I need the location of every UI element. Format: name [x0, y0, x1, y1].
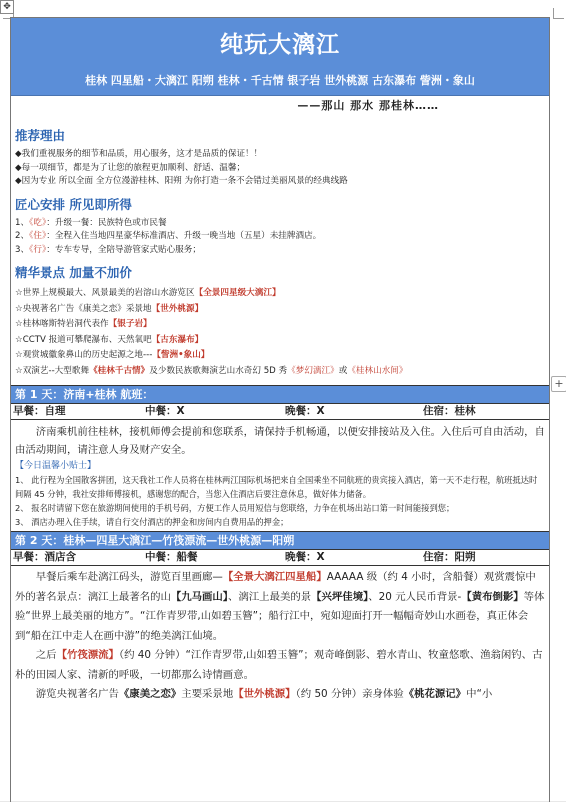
doc-title: 纯玩大漓江: [220, 32, 340, 58]
arrangement-list: [11, 217, 549, 258]
day2-paragraph: 游览央视著名广告《康美之恋》主要采景地【世外桃源】（约 50 分钟）亲身体验《桃花源记》中“小: [35, 688, 493, 700]
title-banner: [11, 18, 549, 96]
table-move-handle-icon[interactable]: ✥: [0, 0, 14, 14]
day1-meals-row: [11, 404, 549, 420]
breakfast-cell: 早餐：自理: [13, 405, 66, 417]
day2-paragraph: 早餐后乘车赴漓江码头，游览百里画廊—【全景大漓江四星船】AAAAA 级（约 4 小时，含船餐）观赏震惊中外的著名景点：漓江上最著名的山【九马画山】、漓江上最美的景【兴坪佳境】、20 元人民币背景-【黄布倒影】等体验“世界上最美丽的地方”。“江作青罗带,山如碧玉簪”；船行江中，宛如迎面打开一幅幅奇妙山水画卷，真正体会到“船在江中走人在画中游”的绝美漓江仙境。: [15, 571, 545, 642]
reason-item: ◆每一项细节，都是为了让您的旅程更加顺利、舒适、温馨；: [15, 162, 246, 173]
arrangement-item: 1、《吃》：升级一餐：民族特色或市民餐: [15, 217, 167, 228]
hotel-cell: 住宿：阳朔: [423, 551, 476, 563]
dinner-cell: 晚餐：X: [285, 405, 325, 417]
reason-item: ◆我们重视服务的细节和品质，用心服务，这才是品质的保证！！: [15, 149, 263, 159]
route-line: 桂林 四星船・大漓江 阳朔 桂林・千古情 银子岩 世外桃源 古东瀑布 訾洲・象山: [85, 74, 475, 87]
day1-description: 济南乘机前往桂林，接机师傅会提前和您联系，请保持手机畅通，以便安排接站及入住。入住后可自由活动，自由活动期间，请注意人身及财产安全。: [15, 426, 545, 456]
hotel-cell: 住宿：桂林: [423, 405, 476, 417]
arrangement-item: 2、《住》：全程入住当地四星豪华标准酒店、升级一晚当地（五星）未挂牌酒店。: [15, 231, 322, 241]
spot-item: ☆世界上规模最大、风景最美的岩溶山水游览区【全景四星级大漓江】: [15, 288, 281, 298]
arrangement-title: 匠心安排 所见即所得: [15, 196, 132, 212]
spot-item: ☆观赏城徽象鼻山的历史起源之地---【訾洲•象山】: [15, 350, 210, 360]
day2-paragraph: 之后【竹筏漂流】（约 40 分钟）“江作青罗带,山如碧玉簪”；观奇峰倒影、碧水青山、牧童悠歌、渔翁闲钓、古朴的田园人家、清新的呼吸，一切都那么诗情画意。: [15, 649, 543, 681]
tagline: ——那山 那水 那桂林……: [297, 99, 439, 112]
add-column-icon[interactable]: +: [551, 376, 566, 392]
reasons-title: 推荐理由: [15, 128, 66, 143]
lunch-cell: 中餐：船餐: [145, 551, 198, 563]
day1-tip: 2、 报名时请留下您在旅游期间使用的手机号码，方便工作人员用短信与您联络，力争在机场出站口第一时间能接到您；: [15, 503, 455, 513]
spots-title: 精华景点 加量不加价: [15, 265, 132, 280]
itinerary-table: [10, 17, 550, 802]
dinner-cell: 晚餐：X: [285, 551, 325, 563]
reasons-list: [11, 148, 549, 189]
day2-meals-row: [11, 550, 549, 566]
reason-item: ◆因为专业 所以全面 全方位漫游桂林、阳朔 为你打造一条不会错过美丽风景的经典线路: [15, 176, 348, 186]
day1-tips-title: 【今日温馨小贴士】: [15, 461, 97, 471]
spots-list: [11, 286, 549, 379]
day1-tip: 3、 酒店办理入住手续，请自行交付酒店的押金和房间内自费用品的押金；: [15, 517, 289, 527]
spot-item: ☆双演艺--大型歌舞《桂林千古情》及少数民族歌舞演艺山水奇幻 5D 秀《梦幻漓江》或《桂林山水间》: [15, 365, 408, 376]
spot-item: ☆央视著名广告《康美之恋》采景地【世外桃源】: [15, 303, 204, 314]
lunch-cell: 中餐：X: [145, 405, 185, 417]
page-corner-mark: [553, 8, 564, 19]
day1-tip: 1、 此行程为全国散客拼团，这天我社工作人员将在桂林两江国际机场把来自全国乘坐不同航班的贵宾接入酒店，第一天不走行程，航班抵达时间隔 45 分钟，我社安排师傅接机，感谢您的配合，当您入住酒店后要注意休息，做好体力储备。: [15, 475, 538, 499]
spot-item: ☆桂林喀斯特岩洞代表作【银子岩】: [15, 319, 152, 329]
day1-header: 第 1 天：济南+桂林 航班：: [11, 385, 549, 404]
spot-item: ☆CCTV 报道可攀爬瀑布、天然氧吧【古东瀑布】: [15, 334, 204, 345]
day2-header: 第 2 天：桂林—四星大漓江—竹筏漂流—世外桃源—阳朔: [11, 531, 549, 550]
arrangement-item: 3、《行》：专车专导，全陪导游管家式贴心服务；: [15, 244, 201, 255]
breakfast-cell: 早餐：酒店含: [13, 551, 76, 563]
